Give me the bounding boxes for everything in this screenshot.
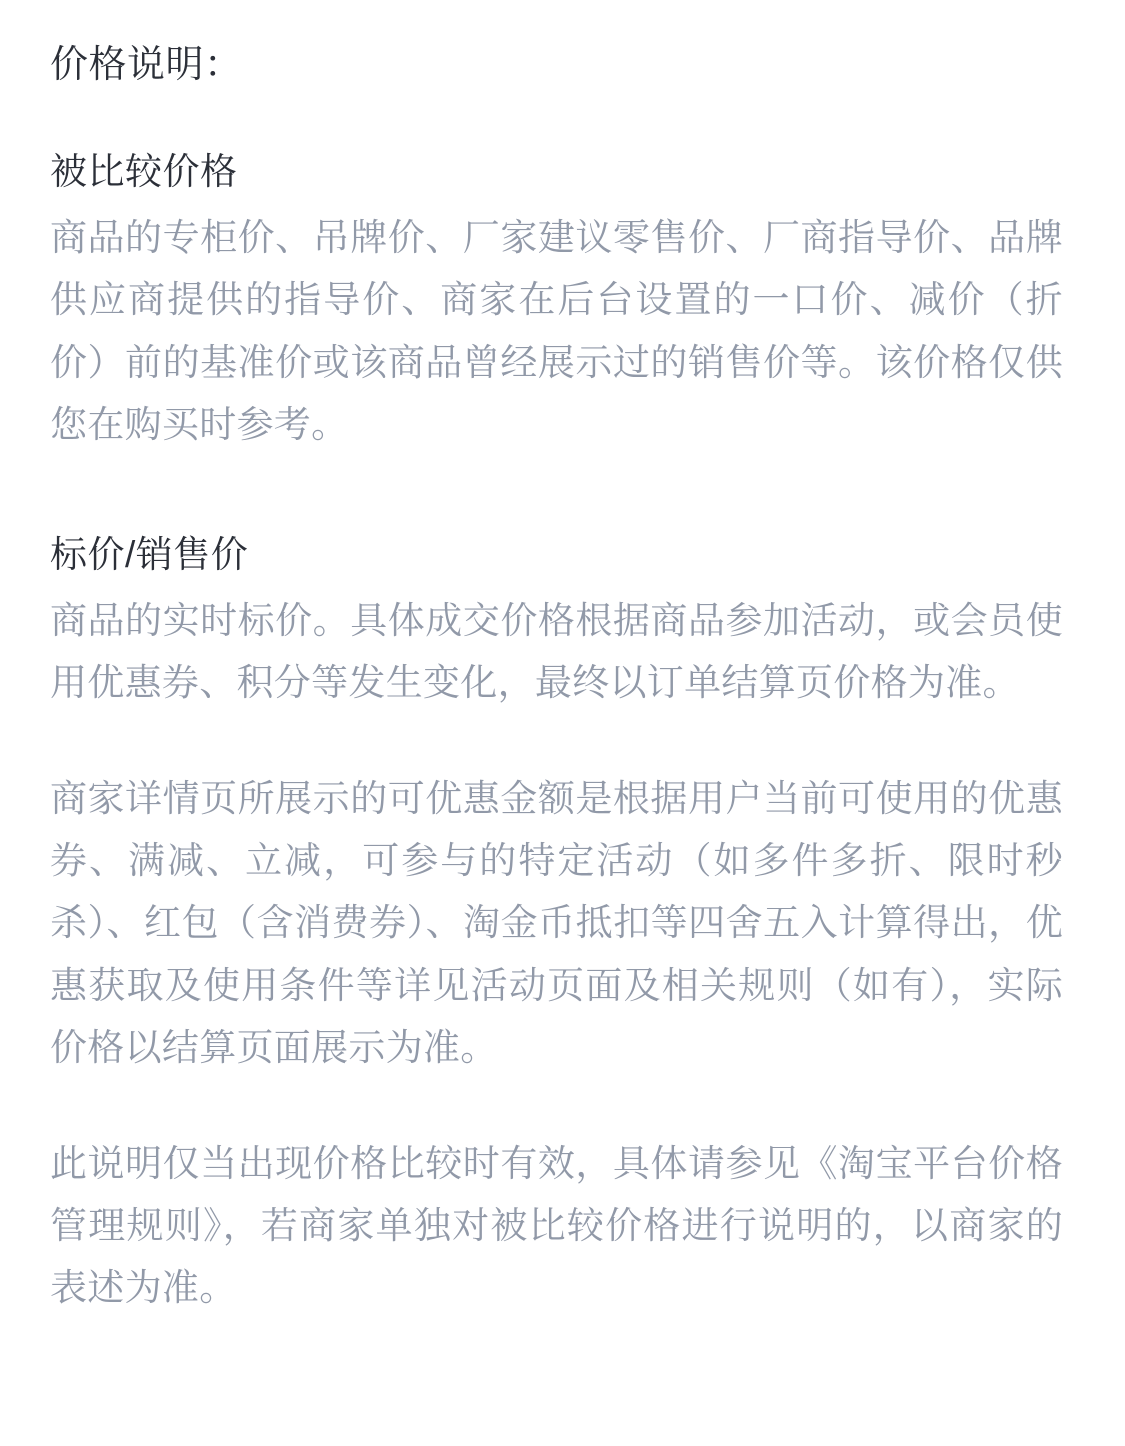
section-paragraph: 商品的实时标价。具体成交价格根据商品参加活动，或会员使用优惠券、积分等发生变化，最终以订单结算页价格为准。 — [50, 599, 1063, 703]
section-heading-listed-price: 标价/销售价 — [50, 533, 249, 575]
page-title: 价格说明： — [50, 44, 243, 86]
section-paragraph: 商品的专柜价、吊牌价、厂家建议零售价、厂商指导价、品牌供应商提供的指导价、商家在后台设置的一口价、减价（折价）前的基准价或该商品曾经展示过的销售价等。该价格仅供您在购买时参考。 — [50, 217, 1063, 445]
section-compared-price — [50, 147, 1063, 456]
section-heading-compared-price: 被比较价格 — [50, 151, 238, 193]
section-paragraph: 此说明仅当出现价格比较时有效，具体请参见《淘宝平台价格管理规则》，若商家单独对被比较价格进行说明的，以商家的表述为准。 — [50, 1142, 1063, 1309]
section-paragraph: 商家详情页所展示的可优惠金额是根据用户当前可使用的优惠券、满减、立减，可参与的特定活动（如多件多折、限时秒杀）、红包（含消费券）、淘金币抵扣等四舍五入计算得出，优惠获取及使用条件等详见活动页面及相关规则（如有），实际价格以结算页面展示为准。 — [50, 778, 1063, 1068]
section-listed-price — [50, 530, 1063, 1320]
